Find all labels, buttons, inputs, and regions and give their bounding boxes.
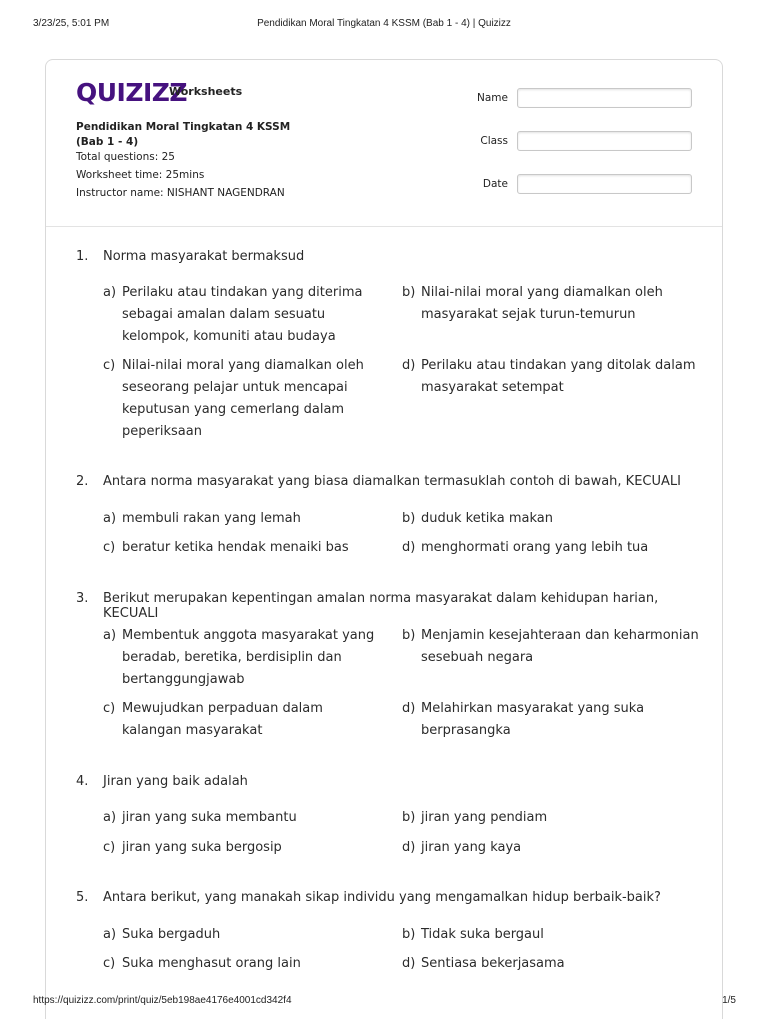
option-b: [402, 625, 702, 669]
option-text: Perilaku atau tindakan yang diterima sebagai amalan dalam sesuatu kelompok, komuniti atau budaya: [122, 285, 363, 344]
option-text: duduk ketika makan: [421, 511, 553, 526]
option-a: [103, 807, 383, 829]
option-letter: b): [402, 511, 416, 526]
option-letter: c): [103, 956, 116, 971]
option-a: [103, 508, 383, 530]
option-d: [402, 837, 702, 859]
option-a: [103, 282, 383, 348]
option-c: [103, 537, 383, 559]
option-text: Menjamin kesejahteraan dan keharmonian sesebuah negara: [421, 628, 699, 665]
option-text: Tidak suka bergaul: [421, 927, 544, 942]
question-text: Jiran yang baik adalah: [103, 774, 248, 789]
option-letter: c): [103, 840, 116, 855]
question-number: 4.: [76, 774, 89, 789]
quizizz-logo: QUIZIZZ: [76, 78, 188, 107]
option-text: jiran yang suka membantu: [122, 810, 297, 825]
option-letter: a): [103, 927, 117, 942]
option-c: [103, 953, 383, 975]
option-c: [103, 837, 383, 859]
class-label: Class: [480, 135, 508, 147]
question-number: 5.: [76, 890, 89, 905]
option-letter: a): [103, 511, 117, 526]
option-text: jiran yang suka bergosip: [122, 840, 282, 855]
option-c: [103, 698, 383, 742]
option-b: [402, 924, 702, 946]
option-b: [402, 807, 702, 829]
total-questions: Total questions: 25: [76, 151, 175, 163]
option-b: [402, 508, 702, 530]
worksheet-time: Worksheet time: 25mins: [76, 169, 205, 181]
question-text: Norma masyarakat bermaksud: [103, 249, 305, 264]
option-d: [402, 355, 702, 399]
question-text: Antara norma masyarakat yang biasa diamalkan termasuklah contoh di bawah, KECUALI: [103, 474, 681, 489]
worksheet-header: [46, 60, 722, 227]
option-text: beratur ketika hendak menaiki bas: [122, 540, 349, 555]
option-d: [402, 698, 702, 742]
option-letter: a): [103, 285, 117, 300]
option-letter: d): [402, 701, 416, 716]
option-d: [402, 537, 702, 559]
question-number: 2.: [76, 474, 89, 489]
option-letter: c): [103, 358, 116, 373]
option-text: Suka bergaduh: [122, 927, 221, 942]
option-text: Perilaku atau tindakan yang ditolak dalam masyarakat setempat: [421, 358, 696, 395]
option-letter: d): [402, 358, 416, 373]
option-letter: c): [103, 701, 116, 716]
option-letter: d): [402, 540, 416, 555]
question-text: Berikut merupakan kepentingan amalan norma masyarakat dalam kehidupan harian, KECUALI: [103, 591, 659, 621]
option-text: jiran yang kaya: [421, 840, 522, 855]
date-field[interactable]: [517, 174, 692, 194]
option-a: [103, 625, 383, 691]
name-label: Name: [477, 92, 508, 104]
option-c: [103, 355, 383, 443]
option-letter: d): [402, 840, 416, 855]
option-letter: b): [402, 927, 416, 942]
worksheet: [45, 59, 723, 1019]
option-letter: b): [402, 810, 416, 825]
option-text: Nilai-nilai moral yang diamalkan oleh masyarakat sejak turun-temurun: [421, 285, 663, 322]
date-label: Date: [482, 178, 508, 190]
name-field[interactable]: [517, 88, 692, 108]
option-a: [103, 924, 383, 946]
question-number: 3.: [76, 591, 89, 606]
option-text: Nilai-nilai moral yang diamalkan oleh seseorang pelajar untuk mencapai keputusan yang cemerlang dalam peperiksaan: [122, 358, 364, 439]
question-number: 1.: [76, 249, 89, 264]
class-field[interactable]: [517, 131, 692, 151]
option-letter: d): [402, 956, 416, 971]
option-text: Sentiasa bekerjasama: [421, 956, 565, 971]
option-letter: b): [402, 628, 416, 643]
option-letter: c): [103, 540, 116, 555]
option-text: Mewujudkan perpaduan dalam kalangan masyarakat: [122, 701, 323, 738]
option-text: Suka menghasut orang lain: [122, 956, 301, 971]
print-datetime: 3/23/25, 5:01 PM: [33, 18, 110, 29]
option-text: jiran yang pendiam: [421, 810, 548, 825]
option-text: menghormati orang yang lebih tua: [421, 540, 649, 555]
instructor-name: Instructor name: NISHANT NAGENDRAN: [76, 187, 285, 199]
option-d: [402, 953, 702, 975]
option-letter: a): [103, 628, 117, 643]
print-page-number: 1/5: [722, 995, 736, 1006]
print-page-title: Pendidikan Moral Tingkatan 4 KSSM (Bab 1 - 4) | Quizizz: [257, 18, 511, 29]
option-text: Membentuk anggota masyarakat yang beradab, beretika, berdisiplin dan bertanggungjawab: [122, 628, 375, 687]
option-b: [402, 282, 702, 326]
question-text: Antara berikut, yang manakah sikap individu yang mengamalkan hidup berbaik-baik?: [103, 890, 661, 905]
option-text: Melahirkan masyarakat yang suka berprasangka: [421, 701, 645, 738]
print-url[interactable]: https://quizizz.com/print/quiz/5eb198ae4176e4001cd342f4: [33, 995, 292, 1006]
quiz-title: Pendidikan Moral Tingkatan 4 KSSM (Bab 1 - 4): [76, 121, 291, 148]
logo-subtitle: Worksheets: [169, 85, 243, 98]
option-letter: a): [103, 810, 117, 825]
option-letter: b): [402, 285, 416, 300]
option-text: membuli rakan yang lemah: [122, 511, 301, 526]
